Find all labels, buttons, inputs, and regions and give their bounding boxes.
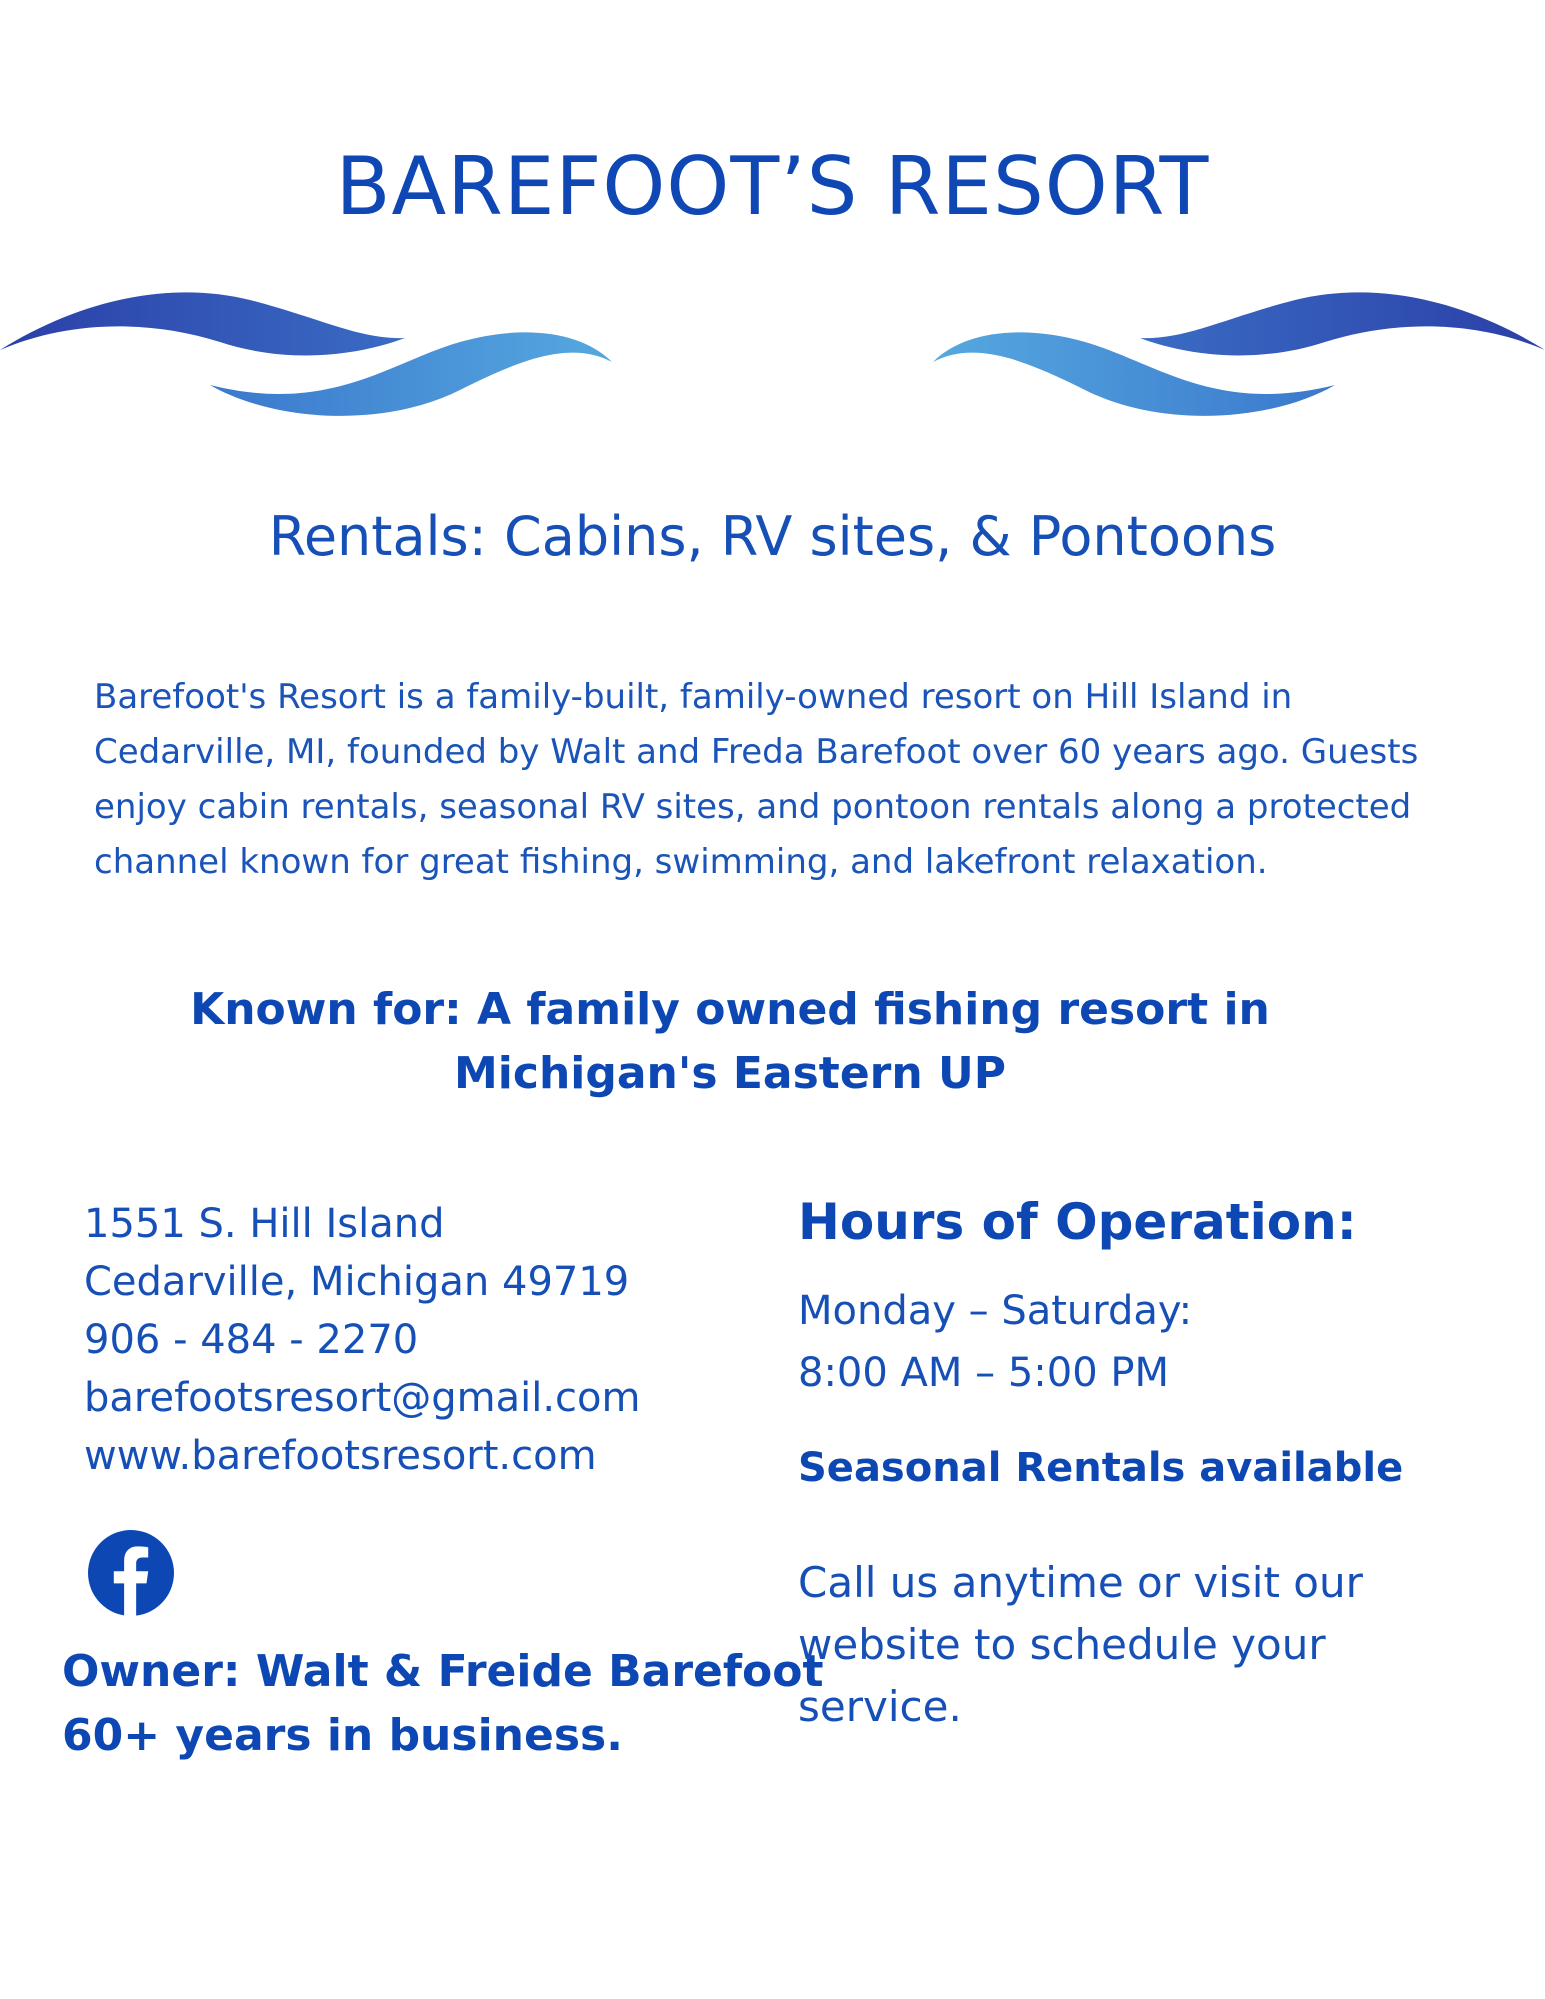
contact-block <box>84 1195 640 1485</box>
wave-decoration <box>0 280 1545 440</box>
resort-title: BAREFOOT’S RESORT <box>335 140 1210 233</box>
owner-names: Owner: Walt & Freide Barefoot <box>62 1646 824 1697</box>
phone-number[interactable]: 906 - 484 - 2270 <box>84 1317 419 1363</box>
call-to-action: Call us anytime or visit our website to schedule your service. <box>798 1558 1363 1731</box>
hours-heading: Hours of Operation: <box>798 1193 1357 1251</box>
owner-block <box>62 1640 824 1768</box>
seasonal-rentals-note: Seasonal Rentals available <box>798 1445 1404 1491</box>
known-for-tagline: Known for: A family owned fishing resort in Michigan's Eastern UP <box>190 984 1270 1099</box>
address-street: 1551 S. Hill Island <box>84 1201 445 1247</box>
hours-times: 8:00 AM – 5:00 PM <box>798 1350 1170 1396</box>
wave-left-dark <box>0 292 405 355</box>
years-in-business: 60+ years in business. <box>62 1710 623 1761</box>
rentals-subtitle: Rentals: Cabins, RV sites, & Pontoons <box>268 505 1277 568</box>
address-city: Cedarville, Michigan 49719 <box>84 1259 630 1305</box>
wave-right-dark <box>1140 292 1545 355</box>
resort-description: Barefoot's Resort is a family-built, family-owned resort on Hill Island in Cedarville, MI, founded by Walt and Freda Barefoot over 60 years ago. Guests enjoy cabin rentals, seasonal RV sites, and pontoon rentals along a protected channel known for great fishing, swimming, and lakefront relaxation. <box>94 677 1419 882</box>
facebook-icon[interactable] <box>88 1530 174 1616</box>
hours-block <box>798 1280 1192 1404</box>
website-link[interactable]: www.barefootsresort.com <box>84 1433 597 1479</box>
hours-days: Monday – Saturday: <box>798 1288 1193 1334</box>
email-link[interactable]: barefootsresort@gmail.com <box>84 1375 641 1421</box>
